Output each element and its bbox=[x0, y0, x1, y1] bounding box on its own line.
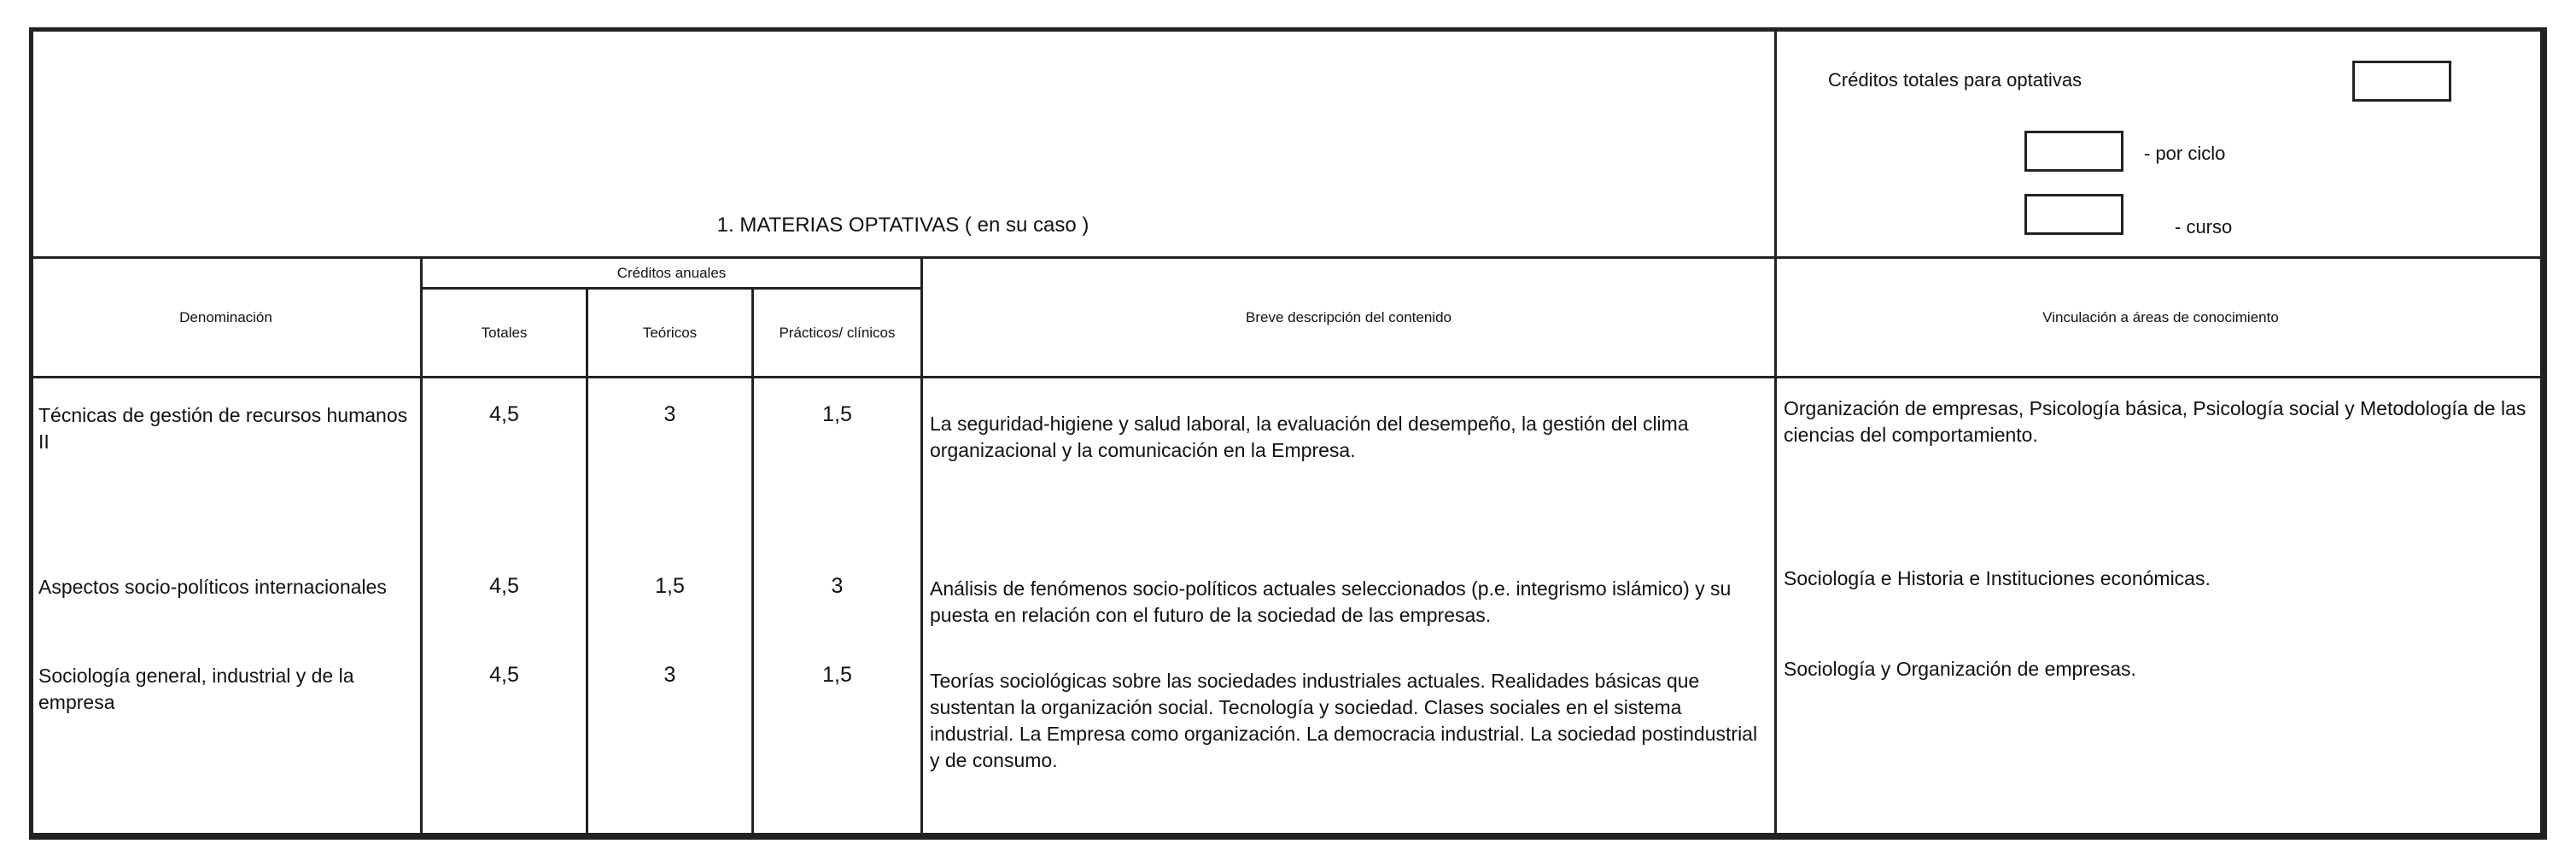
row-totales: 4,5 bbox=[489, 573, 519, 598]
row-practicos: 3 bbox=[831, 573, 844, 598]
creditos-totales-label: Créditos totales para optativas bbox=[1828, 69, 2082, 91]
curso-label: - curso bbox=[2175, 216, 2233, 237]
section-title: 1. MATERIAS OPTATIVAS ( en su caso ) bbox=[716, 214, 1089, 237]
row-vinculacion: Organización de empresas, Psicología básica, Psicología social y Metodología de las ciencias del comportamiento. bbox=[1784, 397, 2526, 446]
row-vinculacion: Sociología e Historia e Instituciones económicas. bbox=[1784, 566, 2211, 589]
row-descripcion: La seguridad-higiene y salud laboral, la evaluación del desempeño, la gestión del clima organizacional y la comunicación en la Empresa. bbox=[930, 413, 1689, 461]
teoricos-header: Teóricos bbox=[587, 289, 753, 378]
denominacion-header: Denominación bbox=[31, 258, 422, 378]
descripcion-header: Breve descripción del contenido bbox=[922, 258, 1776, 378]
row-totales: 4,5 bbox=[489, 662, 519, 687]
outer-frame bbox=[29, 27, 2544, 837]
row-denominacion: Técnicas de gestión de recursos humanos II bbox=[38, 404, 408, 453]
row-totales: 4,5 bbox=[489, 402, 519, 426]
creditos-anuales-header: Créditos anuales bbox=[422, 258, 922, 289]
vinculacion-header: Vinculación a áreas de conocimiento bbox=[1776, 258, 2546, 378]
row-practicos: 1,5 bbox=[822, 402, 852, 426]
row-descripcion: Análisis de fenómenos socio-políticos actuales seleccionados (p.e. integrismo islámico) y su puesta en relación con el futuro de la sociedad de las empresas. bbox=[930, 577, 1732, 626]
row-descripcion: Teorías sociológicas sobre las sociedades industriales actuales. Realidades básicas que sustentan la organización social. Tecnología y sociedad. Clases sociales en el sistema industrial. La Empresa como organización. La democracia industrial. La sociedad postindustrial y de consumo. bbox=[930, 669, 1758, 771]
row-denominacion: Aspectos socio-políticos internacionales bbox=[38, 575, 387, 598]
totales-header: Totales bbox=[422, 289, 587, 378]
por-ciclo-label: - por ciclo bbox=[2144, 143, 2226, 164]
row-teoricos: 1,5 bbox=[655, 573, 685, 598]
row-teoricos: 3 bbox=[663, 402, 676, 426]
practicos-header: Prácticos/ clínicos bbox=[753, 289, 922, 378]
row-practicos: 1,5 bbox=[822, 662, 852, 687]
row-vinculacion: Sociología y Organización de empresas. bbox=[1784, 657, 2136, 680]
row-denominacion: Sociología general, industrial y de la empresa bbox=[38, 664, 354, 713]
row-teoricos: 3 bbox=[663, 662, 676, 687]
